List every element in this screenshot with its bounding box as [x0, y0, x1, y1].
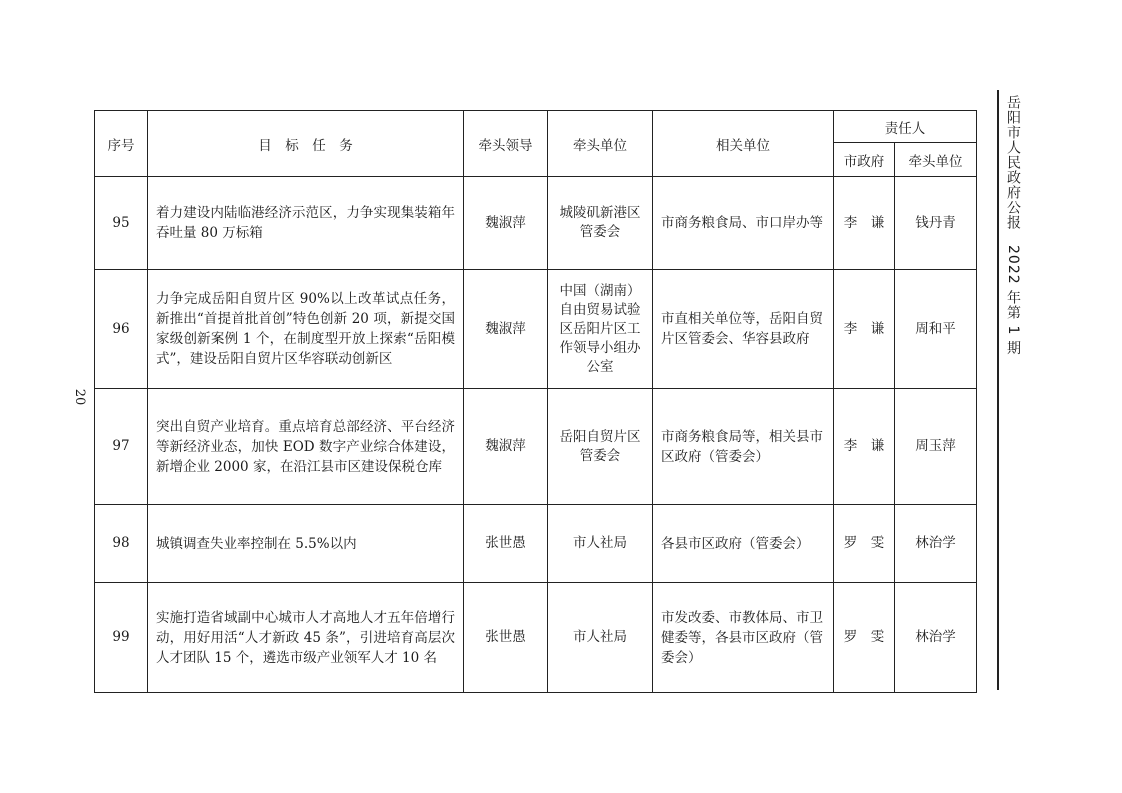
row-task: 城镇调查失业率控制在 5.5%以内 — [148, 505, 464, 583]
publication-name: 岳阳市人民政府公报 — [1005, 95, 1021, 230]
table-row — [95, 583, 977, 693]
row-task: 力争完成岳阳自贸片区 90%以上改革试点任务，新推出“首提首批首创”特色创新 20 项，新提交国家级创新案例 1 个，在制度型开放上探索“岳阳模式”，建设岳阳自贸片区华容联动创新区 — [148, 270, 464, 389]
table-row — [95, 389, 977, 505]
row-leader: 张世愚 — [464, 505, 548, 583]
row-leader: 张世愚 — [464, 583, 548, 693]
row-unit-person: 林治学 — [895, 505, 977, 583]
row-lead-unit: 中国（湖南）自由贸易试验区岳阳片区工作领导小组办公室 — [548, 270, 653, 389]
header-lead-unit-person: 牵头单位 — [895, 143, 977, 177]
row-city-person: 罗 雯 — [834, 583, 895, 693]
issue-label: 2022 年第 1 期 — [1005, 245, 1021, 356]
row-related: 市直相关单位等，岳阳自贸片区管委会、华容县政府 — [653, 270, 834, 389]
row-index: 99 — [95, 583, 148, 693]
row-task: 着力建设内陆临港经济示范区，力争实现集装箱年吞吐量 80 万标箱 — [148, 177, 464, 270]
row-index: 96 — [95, 270, 148, 389]
row-city-person: 罗 雯 — [834, 505, 895, 583]
row-index: 95 — [95, 177, 148, 270]
row-related: 市发改委、市教体局、市卫健委等，各县市区政府（管委会） — [653, 583, 834, 693]
row-city-person: 李 谦 — [834, 270, 895, 389]
table-row — [95, 177, 977, 270]
row-leader: 魏淑萍 — [464, 177, 548, 270]
row-index: 98 — [95, 505, 148, 583]
header-index: 序号 — [95, 111, 148, 177]
header-city-gov: 市政府 — [834, 143, 895, 177]
page-number: 20 — [72, 388, 87, 406]
header-leader: 牵头领导 — [464, 111, 548, 177]
sidebar-title — [1001, 95, 1023, 356]
row-leader: 魏淑萍 — [464, 389, 548, 505]
header-responsible: 责任人 — [834, 111, 977, 143]
sidebar-rule — [997, 90, 999, 690]
row-related: 市商务粮食局等，相关县市区政府（管委会） — [653, 389, 834, 505]
row-leader: 魏淑萍 — [464, 270, 548, 389]
row-unit-person: 周玉萍 — [895, 389, 977, 505]
table-row — [95, 270, 977, 389]
header-task: 目 标 任 务 — [148, 111, 464, 177]
row-city-person: 李 谦 — [834, 177, 895, 270]
row-lead-unit: 岳阳自贸片区管委会 — [548, 389, 653, 505]
row-task: 突出自贸产业培育。重点培育总部经济、平台经济等新经济业态，加快 EOD 数字产业综合体建设，新增企业 2000 家，在沿江县市区建设保税仓库 — [148, 389, 464, 505]
row-unit-person: 周和平 — [895, 270, 977, 389]
table-row — [95, 505, 977, 583]
row-related: 市商务粮食局、市口岸办等 — [653, 177, 834, 270]
row-lead-unit: 市人社局 — [548, 505, 653, 583]
row-unit-person: 林治学 — [895, 583, 977, 693]
row-unit-person: 钱丹青 — [895, 177, 977, 270]
task-table — [94, 110, 977, 693]
row-task: 实施打造省域副中心城市人才高地人才五年倍增行动，用好用活“人才新政 45 条”，引进培育高层次人才团队 15 个，遴选市级产业领军人才 10 名 — [148, 583, 464, 693]
row-lead-unit: 城陵矶新港区管委会 — [548, 177, 653, 270]
header-lead-unit: 牵头单位 — [548, 111, 653, 177]
row-city-person: 李 谦 — [834, 389, 895, 505]
header-row — [95, 111, 977, 143]
row-lead-unit: 市人社局 — [548, 583, 653, 693]
row-related: 各县市区政府（管委会） — [653, 505, 834, 583]
header-related: 相关单位 — [653, 111, 834, 177]
row-index: 97 — [95, 389, 148, 505]
